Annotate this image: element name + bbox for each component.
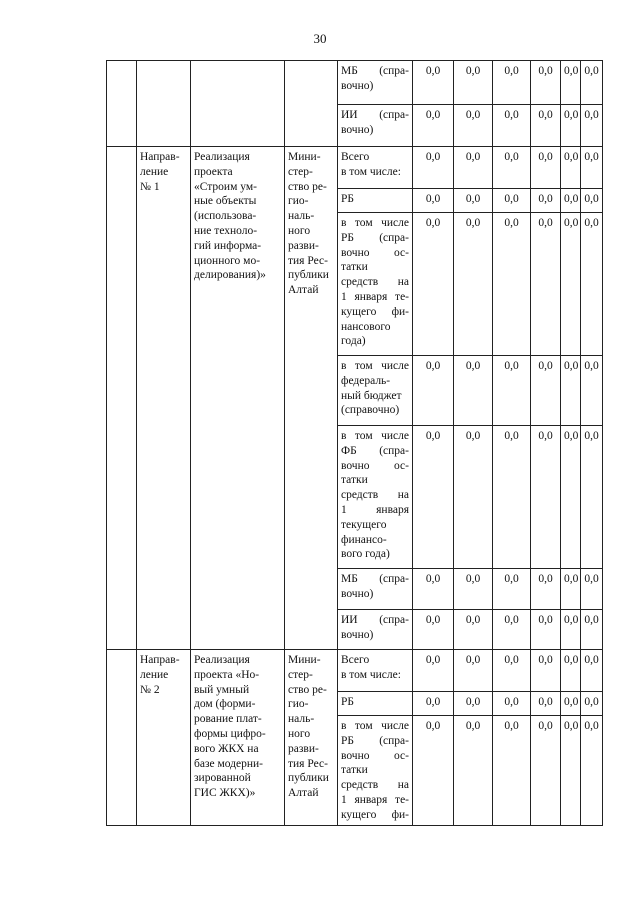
value-cell: 0,0 <box>531 716 561 826</box>
direction-line: ление <box>140 668 169 681</box>
value-cell: 0,0 <box>531 61 561 105</box>
responsible-line: Мини- <box>288 654 321 666</box>
value-cell: 0,0 <box>531 356 561 426</box>
margin-cell <box>107 61 137 147</box>
source-line: Всего <box>341 151 370 163</box>
value-cell: 0,0 <box>561 692 581 716</box>
direction-cell <box>137 61 191 147</box>
value-cell: 0,0 <box>493 569 531 610</box>
source-line: вочно ос- <box>341 749 409 762</box>
value-cell: 0,0 <box>454 356 493 426</box>
responsible-line: Алтай <box>288 284 319 297</box>
responsible-line: разви- <box>288 239 319 252</box>
value-cell: 0,0 <box>413 716 454 826</box>
source-line: ИИ (спра- <box>341 109 409 121</box>
responsible-line: тия Рес- <box>288 757 328 770</box>
value-cell: 0,0 <box>454 189 493 213</box>
source-line: вочно) <box>341 79 374 92</box>
project-line: зированной <box>194 772 251 785</box>
value-cell: 0,0 <box>413 426 454 569</box>
source-cell <box>338 569 413 610</box>
source-cell <box>338 105 413 147</box>
funding-table <box>106 60 603 826</box>
value-cell: 0,0 <box>454 610 493 650</box>
value-cell: 0,0 <box>531 213 561 356</box>
source-line: года) <box>341 335 366 348</box>
source-cell <box>338 147 413 189</box>
value-cell: 0,0 <box>561 189 581 213</box>
value-cell: 0,0 <box>581 147 603 189</box>
source-line: кущего фи- <box>341 305 409 318</box>
source-line: финансо- <box>341 533 387 546</box>
source-line: 1 января те- <box>341 793 409 806</box>
project-cell <box>191 650 285 826</box>
project-line: дом (форми- <box>194 698 256 711</box>
responsible-line: гио- <box>288 195 309 208</box>
source-line: средств на <box>341 276 409 289</box>
page-number: 30 <box>313 31 327 46</box>
project-line: рование плат- <box>194 713 262 726</box>
value-cell: 0,0 <box>454 147 493 189</box>
value-cell: 0,0 <box>413 213 454 356</box>
direction-line: № 1 <box>140 180 160 193</box>
source-line: в том числе: <box>341 668 401 681</box>
value-cell: 0,0 <box>531 105 561 147</box>
direction-cell <box>137 147 191 650</box>
value-cell: 0,0 <box>454 61 493 105</box>
value-cell: 0,0 <box>413 650 454 692</box>
project-line: ционного мо- <box>194 254 261 267</box>
value-cell: 0,0 <box>561 610 581 650</box>
direction-line: Направ- <box>140 654 180 666</box>
source-cell <box>338 213 413 356</box>
direction-line: ление <box>140 165 169 178</box>
source-line: ИИ (спра- <box>341 614 409 626</box>
value-cell: 0,0 <box>531 189 561 213</box>
source-line: федераль- <box>341 374 391 387</box>
value-cell: 0,0 <box>561 356 581 426</box>
value-cell: 0,0 <box>581 213 603 356</box>
table-row <box>107 650 603 692</box>
value-cell: 0,0 <box>454 716 493 826</box>
source-line: татки <box>341 764 368 777</box>
project-line: Реализация <box>194 654 250 666</box>
value-cell: 0,0 <box>581 650 603 692</box>
value-cell: 0,0 <box>531 147 561 189</box>
responsible-line: ного <box>288 224 311 237</box>
responsible-line: Алтай <box>288 787 319 800</box>
source-line: 1 января те- <box>341 290 409 303</box>
source-line: в том числе: <box>341 165 401 178</box>
source-line: средств на <box>341 779 409 792</box>
source-line: татки <box>341 474 368 487</box>
responsible-line: ного <box>288 727 311 740</box>
value-cell: 0,0 <box>531 610 561 650</box>
value-cell: 0,0 <box>561 569 581 610</box>
source-line: МБ (спра- <box>341 573 409 585</box>
table-row <box>107 61 603 105</box>
responsible-line: разви- <box>288 742 319 755</box>
value-cell: 0,0 <box>493 356 531 426</box>
project-cell <box>191 147 285 650</box>
source-line: (справочно) <box>341 404 400 417</box>
project-line: «Строим ум- <box>194 180 257 193</box>
source-line: вочно) <box>341 587 374 600</box>
value-cell: 0,0 <box>531 650 561 692</box>
source-line: 1 января <box>341 503 409 516</box>
source-cell <box>338 61 413 105</box>
value-cell: 0,0 <box>413 610 454 650</box>
source-line: Всего <box>341 654 370 666</box>
project-cell <box>191 61 285 147</box>
project-line: Реализация <box>194 151 250 163</box>
value-cell: 0,0 <box>493 147 531 189</box>
direction-line: Направ- <box>140 151 180 163</box>
source-line: МБ (спра- <box>341 65 409 77</box>
project-line: проекта «Но- <box>194 668 260 681</box>
responsible-cell <box>285 650 338 826</box>
value-cell: 0,0 <box>531 569 561 610</box>
value-cell: 0,0 <box>413 147 454 189</box>
source-line: в том числе <box>341 360 409 372</box>
project-line: ГИС ЖКХ)» <box>194 787 256 800</box>
responsible-cell <box>285 61 338 147</box>
source-line: вочно ос- <box>341 459 409 472</box>
value-cell: 0,0 <box>493 716 531 826</box>
project-line: формы цифро- <box>194 727 266 740</box>
value-cell: 0,0 <box>581 692 603 716</box>
source-line: нансового <box>341 320 391 333</box>
project-line: вый умный <box>194 683 250 696</box>
value-cell: 0,0 <box>561 105 581 147</box>
source-line: вого года) <box>341 548 390 561</box>
direction-line: № 2 <box>140 683 160 696</box>
source-line: РБ (спра- <box>341 734 409 747</box>
value-cell: 0,0 <box>413 189 454 213</box>
value-cell: 0,0 <box>493 61 531 105</box>
source-cell <box>338 610 413 650</box>
table-row <box>107 147 603 189</box>
value-cell: 0,0 <box>561 61 581 105</box>
source-cell <box>338 650 413 692</box>
source-cell <box>338 356 413 426</box>
source-line: татки <box>341 261 368 274</box>
source-line: вочно) <box>341 628 374 641</box>
source-line: текущего <box>341 518 387 531</box>
value-cell: 0,0 <box>493 213 531 356</box>
responsible-line: наль- <box>288 210 315 223</box>
source-line: в том числе <box>341 720 409 732</box>
project-line: проекта <box>194 165 233 178</box>
responsible-line: стер- <box>288 668 313 681</box>
margin-cell <box>107 650 137 826</box>
value-cell: 0,0 <box>581 569 603 610</box>
value-cell: 0,0 <box>581 61 603 105</box>
source-cell <box>338 189 413 213</box>
margin-cell <box>107 147 137 650</box>
project-line: (использова- <box>194 210 257 223</box>
value-cell: 0,0 <box>454 650 493 692</box>
value-cell: 0,0 <box>531 692 561 716</box>
value-cell: 0,0 <box>581 356 603 426</box>
source-line: в том числе <box>341 217 409 229</box>
project-line: базе модерни- <box>194 757 264 770</box>
responsible-line: публики <box>288 772 329 785</box>
direction-cell <box>137 650 191 826</box>
source-line: РБ <box>341 696 354 708</box>
responsible-line: публики <box>288 269 329 282</box>
value-cell: 0,0 <box>561 213 581 356</box>
value-cell: 0,0 <box>561 650 581 692</box>
value-cell: 0,0 <box>531 426 561 569</box>
responsible-line: гио- <box>288 698 309 711</box>
project-line: вого ЖКХ на <box>194 742 259 755</box>
value-cell: 0,0 <box>493 610 531 650</box>
responsible-line: наль- <box>288 713 315 726</box>
project-line: делирования)» <box>194 269 266 282</box>
source-line: кущего фи- <box>341 808 409 821</box>
project-line: ние техноло- <box>194 224 258 237</box>
source-cell <box>338 692 413 716</box>
responsible-line: ство ре- <box>288 683 327 696</box>
value-cell: 0,0 <box>561 716 581 826</box>
value-cell: 0,0 <box>454 692 493 716</box>
responsible-line: ство ре- <box>288 180 327 193</box>
value-cell: 0,0 <box>581 426 603 569</box>
value-cell: 0,0 <box>413 356 454 426</box>
responsible-line: стер- <box>288 165 313 178</box>
value-cell: 0,0 <box>493 105 531 147</box>
value-cell: 0,0 <box>454 569 493 610</box>
value-cell: 0,0 <box>413 61 454 105</box>
value-cell: 0,0 <box>454 426 493 569</box>
value-cell: 0,0 <box>493 426 531 569</box>
value-cell: 0,0 <box>493 189 531 213</box>
value-cell: 0,0 <box>493 650 531 692</box>
source-line: РБ (спра- <box>341 231 409 244</box>
value-cell: 0,0 <box>413 569 454 610</box>
source-line: ФБ (спра- <box>341 444 409 457</box>
responsible-line: тия Рес- <box>288 254 328 267</box>
value-cell: 0,0 <box>581 189 603 213</box>
source-cell <box>338 716 413 826</box>
value-cell: 0,0 <box>581 716 603 826</box>
source-line: средств на <box>341 489 409 502</box>
value-cell: 0,0 <box>561 426 581 569</box>
project-line: гий информа- <box>194 239 262 252</box>
source-line: в том числе <box>341 430 409 442</box>
source-line: ный бюджет <box>341 389 402 402</box>
value-cell: 0,0 <box>413 105 454 147</box>
value-cell: 0,0 <box>561 147 581 189</box>
source-line: вочно ос- <box>341 246 409 259</box>
source-line: вочно) <box>341 123 374 136</box>
value-cell: 0,0 <box>581 105 603 147</box>
value-cell: 0,0 <box>413 692 454 716</box>
source-cell <box>338 426 413 569</box>
value-cell: 0,0 <box>454 105 493 147</box>
project-line: ные объекты <box>194 195 257 208</box>
responsible-cell <box>285 147 338 650</box>
value-cell: 0,0 <box>493 692 531 716</box>
responsible-line: Мини- <box>288 151 321 163</box>
value-cell: 0,0 <box>454 213 493 356</box>
value-cell: 0,0 <box>581 610 603 650</box>
source-line: РБ <box>341 193 354 205</box>
